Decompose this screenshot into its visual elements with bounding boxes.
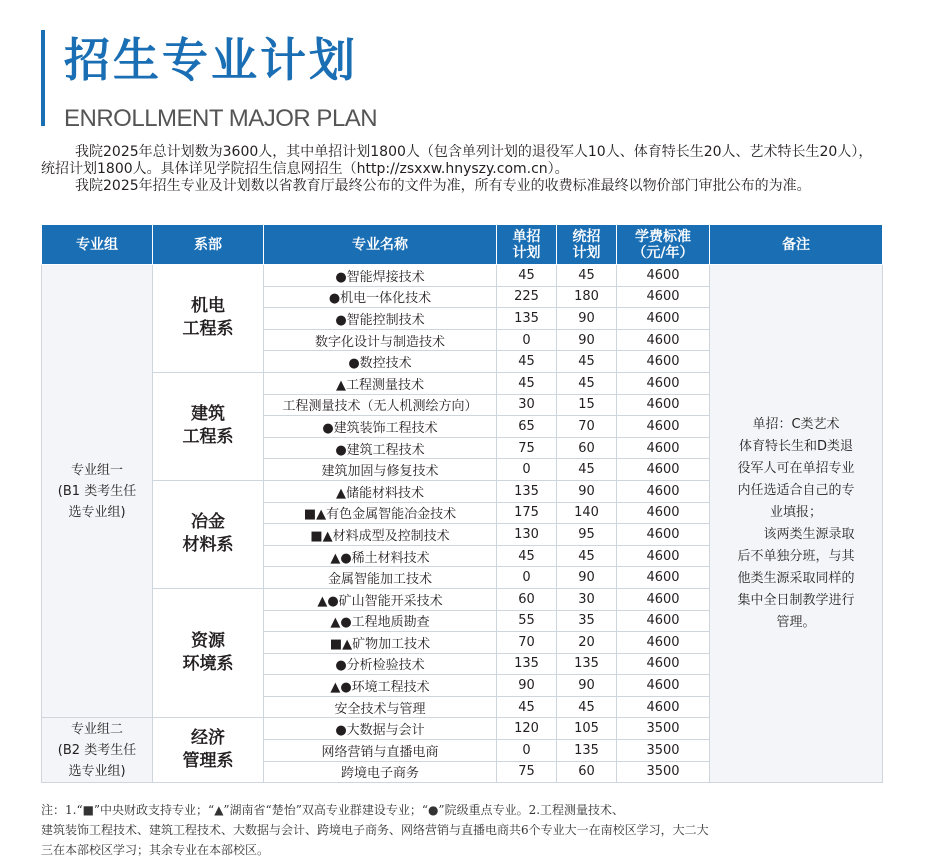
single-plan: 45 xyxy=(497,372,557,394)
unified-plan: 95 xyxy=(557,524,617,546)
major-name: ■▲矿物加工技术 xyxy=(264,632,497,654)
unified-plan: 180 xyxy=(557,286,617,308)
dept-cell-metallurgy: 冶金 材料系 xyxy=(153,480,264,588)
intro-text xyxy=(41,144,883,195)
fee: 4600 xyxy=(617,394,710,416)
fee: 4600 xyxy=(617,675,710,697)
unified-plan: 135 xyxy=(557,653,617,675)
unified-plan: 45 xyxy=(557,372,617,394)
unified-plan: 20 xyxy=(557,632,617,654)
dept-cell-construction: 建筑 工程系 xyxy=(153,372,264,480)
major-name: ▲●矿山智能开采技术 xyxy=(264,588,497,610)
header-group: 专业组 xyxy=(42,225,153,265)
major-name: ▲储能材料技术 xyxy=(264,480,497,502)
unified-plan: 15 xyxy=(557,394,617,416)
fee: 4600 xyxy=(617,696,710,718)
fee: 4600 xyxy=(617,416,710,438)
fee: 4600 xyxy=(617,437,710,459)
single-plan: 65 xyxy=(497,416,557,438)
fee: 4600 xyxy=(617,524,710,546)
fee: 4600 xyxy=(617,265,710,287)
intro-paragraph-2: 我院2025年招生专业及计划数以省教育厅最终公布的文件为准，所有专业的收费标准最终以物价部门审批公布的为准。 xyxy=(75,178,811,194)
footnote-line-2: 建筑装饰工程技术、建筑工程技术、大数据与会计、跨境电子商务、网络营销与直播电商共6个专业大一在南校区学习，大二大 xyxy=(41,823,709,837)
note-cell: 单招：C类艺术 体育特长生和D类退 役军人可在单招专业 内任选适合自己的专 业填报； 该两类生源录取 后不单独分班，与其 他类生源采取同样的 集中全日制教学进行 管理。 xyxy=(710,265,883,783)
major-name: ●大数据与会计 xyxy=(264,718,497,740)
major-name: ●智能焊接技术 xyxy=(264,265,497,287)
major-name: ●分析检验技术 xyxy=(264,653,497,675)
single-plan: 135 xyxy=(497,480,557,502)
major-name: ▲●工程地质勘查 xyxy=(264,610,497,632)
major-name: ▲●环境工程技术 xyxy=(264,675,497,697)
single-plan: 45 xyxy=(497,696,557,718)
fee: 4600 xyxy=(617,632,710,654)
single-plan: 0 xyxy=(497,459,557,481)
major-name: ●机电一体化技术 xyxy=(264,286,497,308)
single-plan: 55 xyxy=(497,610,557,632)
dept-cell-mechatronics: 机电 工程系 xyxy=(153,265,264,373)
intro-paragraph-1: 我院2025年总计划数为3600人，其中单招计划1800人（包含单列计划的退役军人10人、体育特长生20人、艺术特长生20人），统招计划1800人。具体详见学院招生信息网招生（http://zsxxw.hnyszy.com.cn）。 xyxy=(41,144,873,177)
fee: 4600 xyxy=(617,567,710,589)
group-cell-2: 专业组二 (B2 类考生任 选专业组) xyxy=(42,718,153,783)
single-plan: 130 xyxy=(497,524,557,546)
single-plan: 120 xyxy=(497,718,557,740)
dept-cell-resources: 资源 环境系 xyxy=(153,588,264,718)
footnote-line-3: 三在本部校区学习；其余专业在本部校区。 xyxy=(41,843,270,857)
unified-plan: 105 xyxy=(557,718,617,740)
table-row xyxy=(42,265,883,287)
unified-plan: 45 xyxy=(557,545,617,567)
footnote-line-1: 注：1.“■”中央财政支持专业；“▲”湖南省“楚怡”双高专业群建设专业；“●”院级重点专业。2.工程测量技术、 xyxy=(41,803,625,817)
unified-plan: 90 xyxy=(557,329,617,351)
single-plan: 90 xyxy=(497,675,557,697)
unified-plan: 45 xyxy=(557,351,617,373)
fee: 4600 xyxy=(617,653,710,675)
enrollment-plan-table xyxy=(41,224,883,783)
unified-plan: 60 xyxy=(557,437,617,459)
single-plan: 0 xyxy=(497,740,557,762)
unified-plan: 90 xyxy=(557,567,617,589)
major-name: ●智能控制技术 xyxy=(264,308,497,330)
single-plan: 175 xyxy=(497,502,557,524)
major-name: 建筑加固与修复技术 xyxy=(264,459,497,481)
fee: 4600 xyxy=(617,545,710,567)
major-name: ■▲材料成型及控制技术 xyxy=(264,524,497,546)
major-name: ●数控技术 xyxy=(264,351,497,373)
single-plan: 0 xyxy=(497,329,557,351)
fee: 4600 xyxy=(617,459,710,481)
group-cell-1: 专业组一 (B1 类考生任 选专业组) xyxy=(42,265,153,718)
page-title: 招生专业计划 xyxy=(64,33,358,87)
single-plan: 135 xyxy=(497,308,557,330)
unified-plan: 90 xyxy=(557,480,617,502)
single-plan: 30 xyxy=(497,394,557,416)
fee: 3500 xyxy=(617,761,710,783)
unified-plan: 60 xyxy=(557,761,617,783)
dept-cell-economics: 经济 管理系 xyxy=(153,718,264,783)
major-name: 安全技术与管理 xyxy=(264,696,497,718)
single-plan: 45 xyxy=(497,351,557,373)
fee: 4600 xyxy=(617,329,710,351)
fee: 4600 xyxy=(617,610,710,632)
unified-plan: 45 xyxy=(557,696,617,718)
unified-plan: 30 xyxy=(557,588,617,610)
unified-plan: 135 xyxy=(557,740,617,762)
major-name: 跨境电子商务 xyxy=(264,761,497,783)
single-plan: 225 xyxy=(497,286,557,308)
single-plan: 135 xyxy=(497,653,557,675)
unified-plan: 45 xyxy=(557,265,617,287)
table-header-row xyxy=(42,225,883,265)
fee: 4600 xyxy=(617,588,710,610)
header-fee: 学费标准 （元/年） xyxy=(617,225,710,265)
single-plan: 0 xyxy=(497,567,557,589)
single-plan: 60 xyxy=(497,588,557,610)
major-name: ■▲有色金属智能冶金技术 xyxy=(264,502,497,524)
major-name: ●建筑工程技术 xyxy=(264,437,497,459)
unified-plan: 70 xyxy=(557,416,617,438)
major-name: ▲●稀土材料技术 xyxy=(264,545,497,567)
header-major: 专业名称 xyxy=(264,225,497,265)
page-subtitle: ENROLLMENT MAJOR PLAN xyxy=(64,105,378,132)
fee: 4600 xyxy=(617,502,710,524)
major-name: 金属智能加工技术 xyxy=(264,567,497,589)
fee: 4600 xyxy=(617,480,710,502)
unified-plan: 90 xyxy=(557,308,617,330)
single-plan: 45 xyxy=(497,545,557,567)
header-single-plan: 单招 计划 xyxy=(497,225,557,265)
fee: 4600 xyxy=(617,308,710,330)
major-name: 网络营销与直播电商 xyxy=(264,740,497,762)
major-name: 数字化设计与制造技术 xyxy=(264,329,497,351)
footnote xyxy=(41,800,886,860)
unified-plan: 45 xyxy=(557,459,617,481)
major-name: 工程测量技术（无人机测绘方向） xyxy=(264,394,497,416)
unified-plan: 35 xyxy=(557,610,617,632)
fee: 4600 xyxy=(617,286,710,308)
major-name: ▲工程测量技术 xyxy=(264,372,497,394)
fee: 4600 xyxy=(617,351,710,373)
fee: 4600 xyxy=(617,372,710,394)
single-plan: 45 xyxy=(497,265,557,287)
unified-plan: 90 xyxy=(557,675,617,697)
fee: 3500 xyxy=(617,740,710,762)
unified-plan: 140 xyxy=(557,502,617,524)
single-plan: 75 xyxy=(497,761,557,783)
header-note: 备注 xyxy=(710,225,883,265)
major-name: ●建筑装饰工程技术 xyxy=(264,416,497,438)
title-accent-bar xyxy=(41,30,45,126)
fee: 3500 xyxy=(617,718,710,740)
header-dept: 系部 xyxy=(153,225,264,265)
header-unified-plan: 统招 计划 xyxy=(557,225,617,265)
single-plan: 70 xyxy=(497,632,557,654)
single-plan: 75 xyxy=(497,437,557,459)
